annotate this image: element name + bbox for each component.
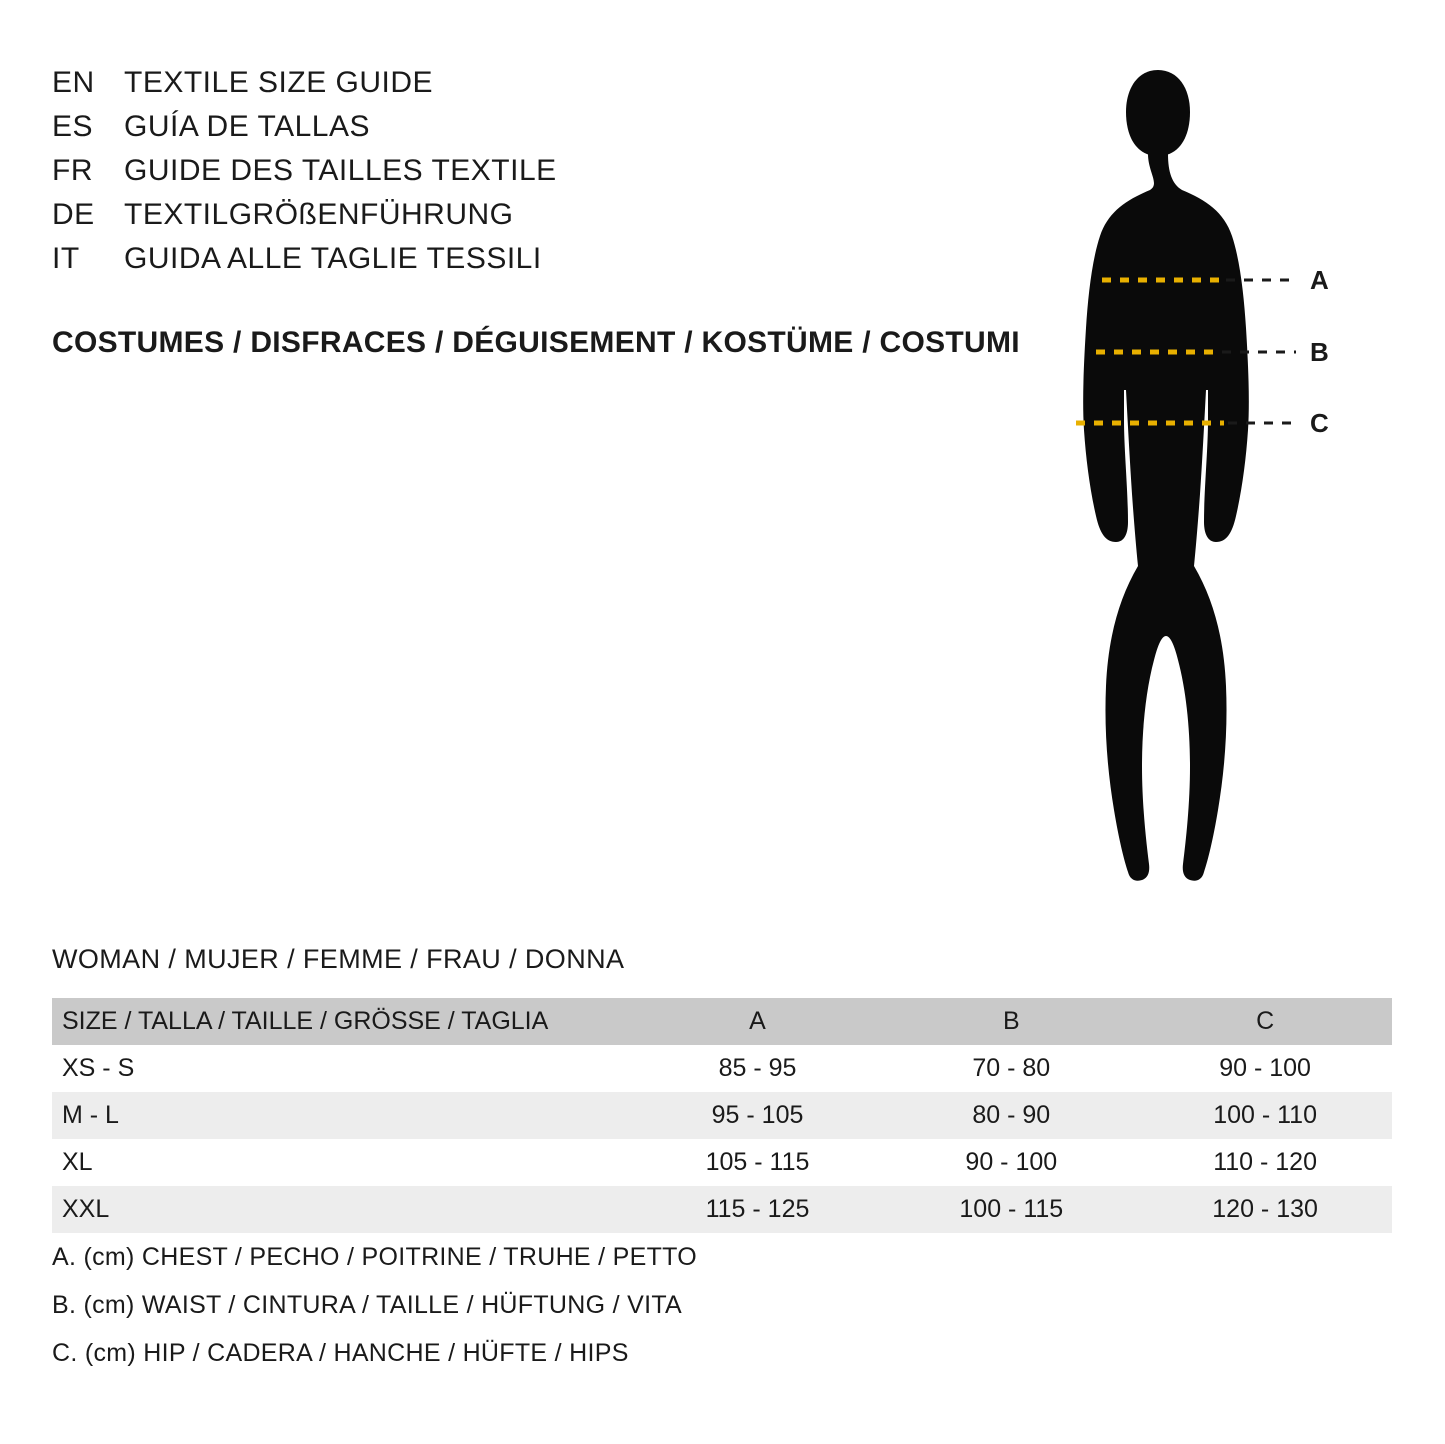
measurement-legend	[52, 1243, 697, 1387]
marker-label-b: B	[1310, 337, 1329, 367]
cell-size: M - L	[62, 1101, 119, 1129]
table-row	[52, 1139, 1392, 1186]
legend-line-a: A. (cm) CHEST / PECHO / POITRINE / TRUHE / PETTO	[52, 1243, 698, 1271]
language-code: ES	[52, 110, 94, 143]
language-code: DE	[52, 198, 95, 231]
cell-size: XL	[62, 1148, 93, 1176]
cell-c: 100 - 110	[1213, 1101, 1317, 1129]
language-title: TEXTILGRÖßENFÜHRUNG	[124, 198, 514, 231]
cell-b: 100 - 115	[959, 1195, 1064, 1223]
cell-size: XXL	[62, 1195, 110, 1223]
cell-b: 90 - 100	[965, 1148, 1058, 1176]
language-code: EN	[52, 66, 95, 99]
column-header-a: A	[749, 1007, 766, 1035]
column-header-size: SIZE / TALLA / TAILLE / GRÖSSE / TAGLIA	[62, 1007, 549, 1035]
table-row	[52, 1092, 1392, 1139]
language-title: GUIDA ALLE TAGLIE TESSILI	[124, 242, 542, 275]
cell-a: 115 - 125	[705, 1195, 810, 1223]
language-row	[52, 154, 1012, 188]
cell-a: 95 - 105	[711, 1101, 804, 1129]
language-row	[52, 242, 1012, 276]
cell-c: 120 - 130	[1212, 1195, 1318, 1223]
category-heading: COSTUMES / DISFRACES / DÉGUISEMENT / KOSTÜME / COSTUMI	[52, 326, 1020, 359]
woman-silhouette-icon	[1010, 60, 1370, 890]
cell-c: 110 - 120	[1213, 1148, 1317, 1176]
language-row	[52, 66, 1012, 100]
table-title: WOMAN / MUJER / FEMME / FRAU / DONNA	[52, 944, 625, 974]
language-list	[52, 66, 1012, 286]
marker-label-c: C	[1310, 408, 1329, 438]
table-row	[52, 1045, 1392, 1092]
language-row	[52, 198, 1012, 232]
cell-size: XS - S	[62, 1054, 135, 1082]
cell-a: 85 - 95	[718, 1054, 797, 1082]
figure-diagram	[1010, 60, 1370, 890]
language-title: GUIDE DES TAILLES TEXTILE	[124, 154, 557, 187]
language-code: FR	[52, 154, 93, 187]
cell-b: 70 - 80	[972, 1054, 1051, 1082]
cell-c: 90 - 100	[1219, 1054, 1311, 1082]
table-row	[52, 1186, 1392, 1233]
language-title: TEXTILE SIZE GUIDE	[124, 66, 434, 99]
marker-label-a: A	[1310, 265, 1329, 295]
table-header-row	[52, 998, 1392, 1045]
legend-line-c: C. (cm) HIP / CADERA / HANCHE / HÜFTE / HIPS	[52, 1339, 629, 1367]
column-header-c: C	[1256, 1007, 1275, 1035]
language-title: GUÍA DE TALLAS	[124, 110, 370, 143]
size-table	[52, 998, 1392, 1233]
cell-a: 105 - 115	[705, 1148, 810, 1176]
language-row	[52, 110, 1012, 144]
legend-line-b: B. (cm) WAIST / CINTURA / TAILLE / HÜFTUNG / VITA	[52, 1291, 683, 1319]
language-code: IT	[52, 242, 80, 275]
cell-b: 80 - 90	[972, 1101, 1051, 1129]
column-header-b: B	[1002, 1007, 1020, 1035]
